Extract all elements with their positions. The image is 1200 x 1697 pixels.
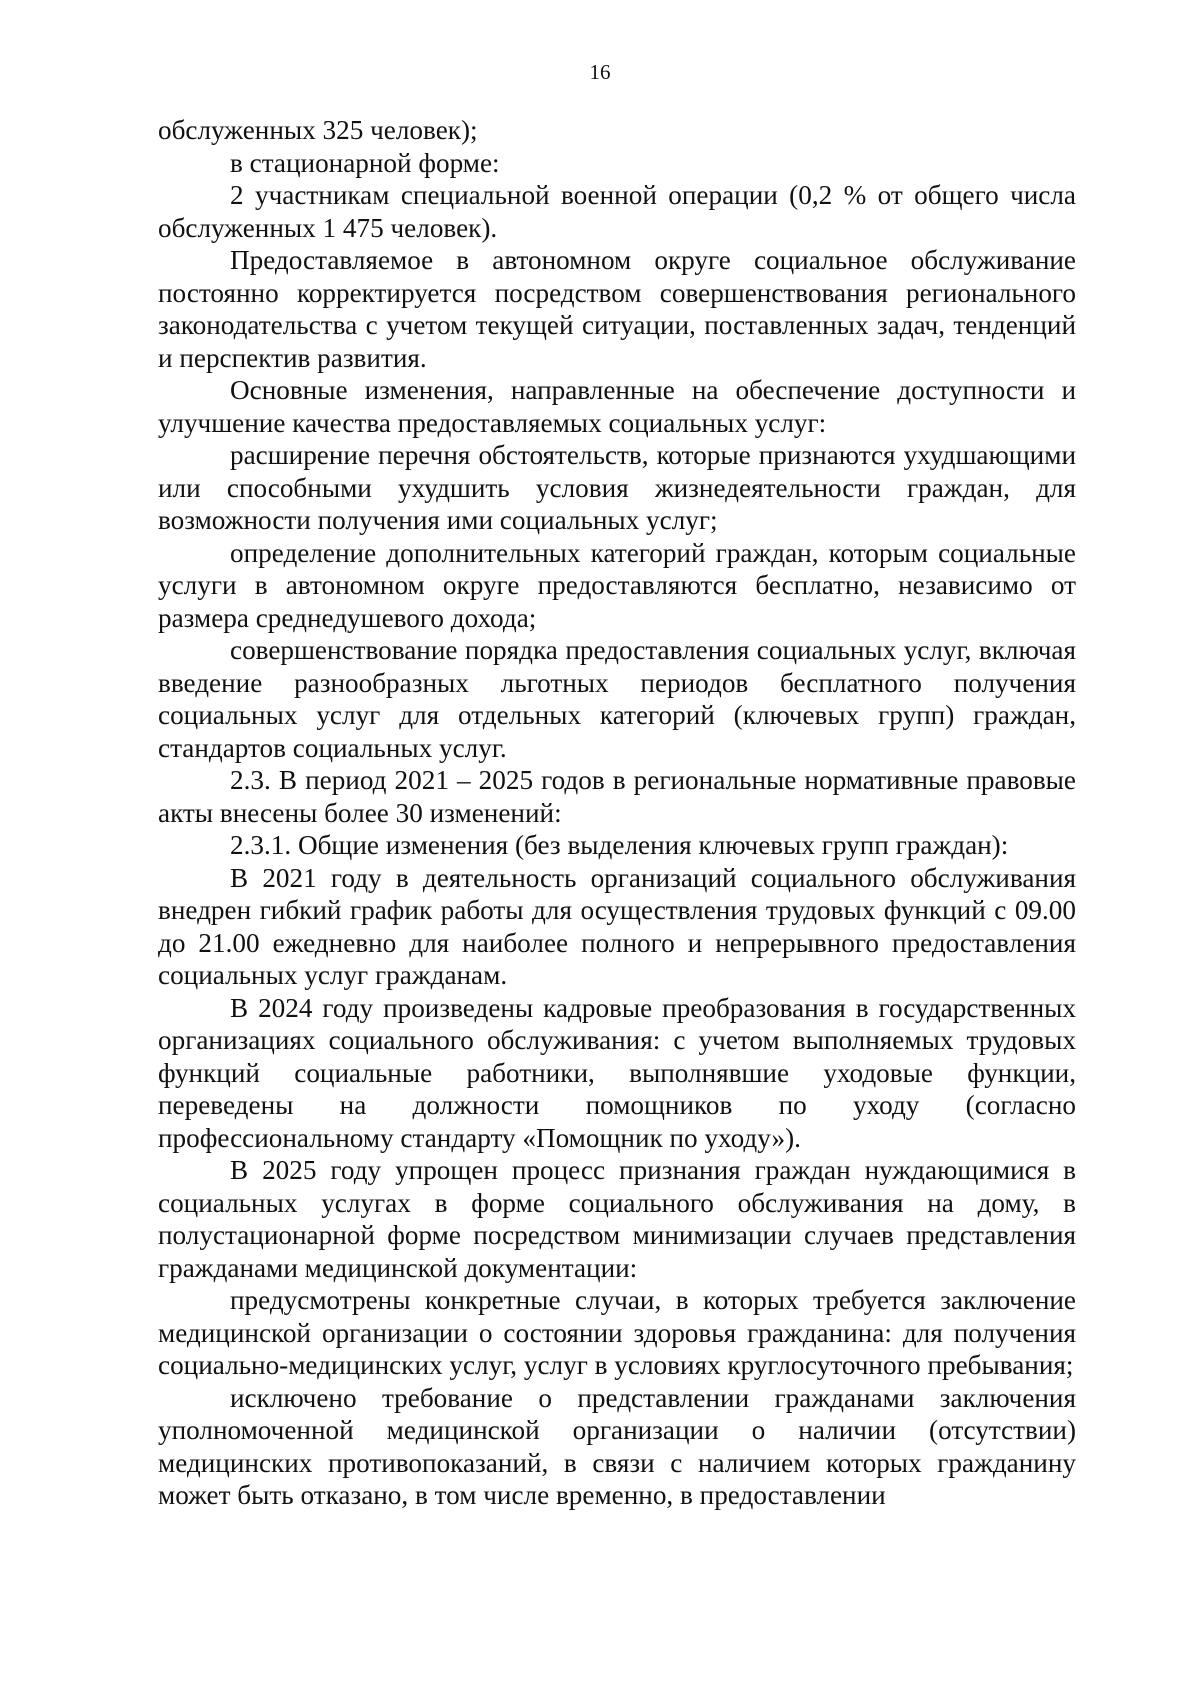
paragraph: предусмотрены конкретные случаи, в которых требуется заключение медицинской организации о состоянии здоровья гражданина: для получения социально-медицинских услуг, услуг в условиях круглосуточного пребывания; bbox=[158, 1285, 1076, 1380]
paragraph: В 2021 году в деятельность организаций социального обслуживания внедрен гибкий график работы для осуществления трудовых функций с 09.00 до 21.00 ежедневно для наиболее полного и непрерывного предоставления социальных услуг гражданам. bbox=[158, 862, 1076, 990]
document-body bbox=[158, 114, 1076, 1512]
paragraph: Предоставляемое в автономном округе социальное обслуживание постоянно корректируется посредством совершенствования регионального законодательства с учетом текущей ситуации, поставленных задач, тенденций и перспектив развития. bbox=[158, 245, 1076, 373]
paragraph: исключено требование о представлении гражданами заключения уполномоченной медицинской организации о наличии (отсутствии) медицинских противопоказаний, в связи с наличием которых гражданину может быть отказано, в том числе временно, в предоставлении bbox=[158, 1382, 1076, 1510]
paragraph: В 2024 году произведены кадровые преобразования в государственных организациях социального обслуживания: с учетом выполняемых трудовых функций социальные работники, выполнявшие уходовые функции, переведены на должности помощников по уходу (согласно профессиональному стандарту «Помощник по уходу»). bbox=[158, 992, 1076, 1153]
paragraph: обслуженных 325 человек); bbox=[158, 115, 478, 145]
section-heading: 2.3. В период 2021 – 2025 годов в региональные нормативные правовые акты внесены более 30 изменений: bbox=[158, 765, 1076, 828]
paragraph: 2 участникам специальной военной операции (0,2 % от общего числа обслуженных 1 475 человек). bbox=[158, 180, 1076, 243]
paragraph: совершенствование порядка предоставления социальных услуг, включая введение разнообразных льготных периодов бесплатного получения социальных услуг для отдельных категорий (ключевых групп) граждан, стандартов социальных услуг. bbox=[158, 635, 1076, 763]
subsection-heading: 2.3.1. Общие изменения (без выделения ключевых групп граждан): bbox=[230, 830, 1009, 860]
paragraph: Основные изменения, направленные на обеспечение доступности и улучшение качества предоставляемых социальных услуг: bbox=[158, 375, 1076, 438]
paragraph: в стационарной форме: bbox=[230, 147, 500, 178]
paragraph: определение дополнительных категорий граждан, которым социальные услуги в автономном округе предоставляются бесплатно, независимо от размера среднедушевого дохода; bbox=[158, 537, 1076, 633]
page-number: 16 bbox=[589, 60, 611, 84]
paragraph: расширение перечня обстоятельств, которые признаются ухудшающими или способными ухудшить условия жизнедеятельности граждан, для возможности получения ими социальных услуг; bbox=[158, 440, 1076, 535]
paragraph: В 2025 году упрощен процесс признания граждан нуждающимися в социальных услугах в форме социального обслуживания на дому, в полустационарной форме посредством минимизации случаев представления гражданами медицинской документации: bbox=[158, 1155, 1076, 1283]
